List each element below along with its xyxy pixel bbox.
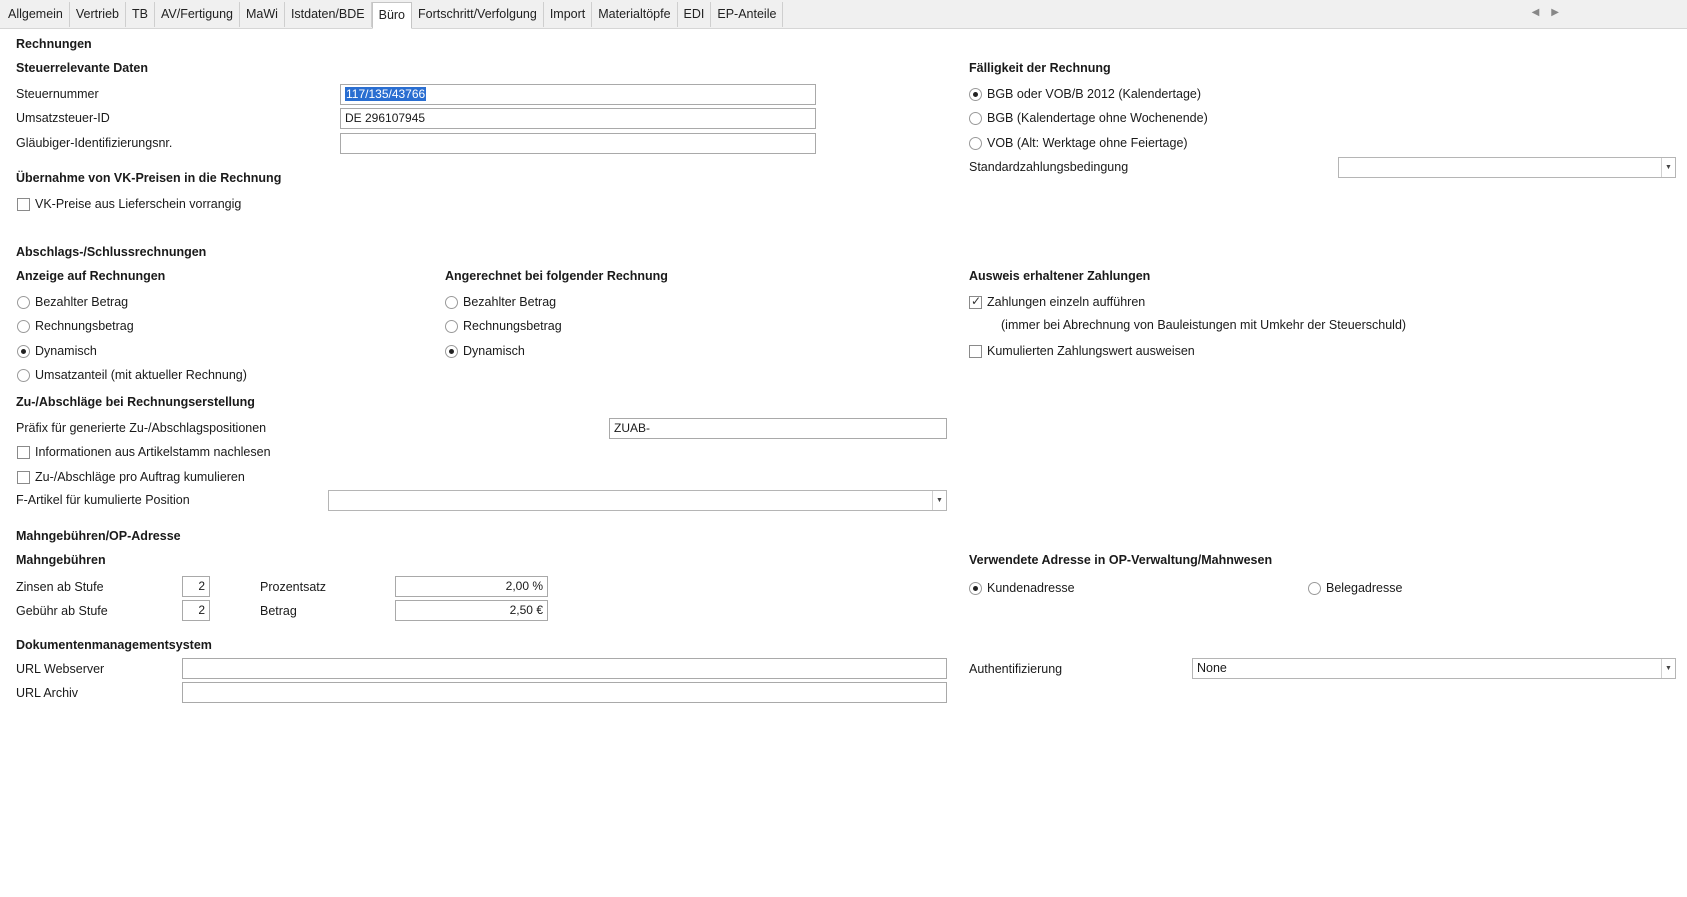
tab-ep-anteile[interactable]: EP-Anteile <box>711 2 783 27</box>
umsatzsteuer-id-input[interactable]: DE 296107945 <box>340 108 816 129</box>
steuernummer-input[interactable]: 117/135/43766 <box>340 84 816 105</box>
url-archiv-input[interactable] <box>182 682 947 703</box>
faelligkeit-radio-1[interactable] <box>969 112 982 125</box>
header-angerechnet: Angerechnet bei folgender Rechnung <box>445 269 668 283</box>
tab-bar <box>0 0 1687 29</box>
header-ausweis-zahlungen: Ausweis erhaltener Zahlungen <box>969 269 1151 283</box>
label-f-artikel: F-Artikel für kumulierte Position <box>16 493 190 507</box>
artikelstamm-checkbox[interactable] <box>17 446 30 459</box>
tab-scroll-right-icon[interactable]: ▶ <box>1551 7 1559 18</box>
tab-allgemein[interactable]: Allgemein <box>2 2 70 27</box>
tab-tb[interactable]: TB <box>126 2 155 27</box>
angerechnet-radio-1[interactable] <box>445 320 458 333</box>
tab-fortschritt[interactable]: Fortschritt/Verfolgung <box>412 2 544 27</box>
tab-istdaten-bde[interactable]: Istdaten/BDE <box>285 2 372 27</box>
authentifizierung-select[interactable] <box>1192 658 1676 679</box>
belegadresse-radio[interactable] <box>1308 582 1321 595</box>
tab-buero[interactable]: Büro <box>372 2 412 29</box>
label-faelligkeit-2: VOB (Alt: Werktage ohne Feiertage) <box>987 136 1188 150</box>
label-artikelstamm: Informationen aus Artikelstamm nachlesen <box>35 445 271 459</box>
label-url-webserver: URL Webserver <box>16 662 105 676</box>
tab-scroll-left-icon[interactable]: ◀ <box>1531 7 1540 18</box>
zinsen-ab-stufe-input[interactable]: 2 <box>182 576 210 597</box>
betrag-input[interactable]: 2,50 € <box>395 600 548 621</box>
header-zuabschlaege: Zu-/Abschläge bei Rechnungserstellung <box>16 395 255 409</box>
praefix-input[interactable]: ZUAB- <box>609 418 947 439</box>
label-zinsen-ab-stufe: Zinsen ab Stufe <box>16 580 104 594</box>
angerechnet-radio-0[interactable] <box>445 296 458 309</box>
chevron-down-icon[interactable]: ▼ <box>932 491 946 510</box>
label-anzeige-2: Dynamisch <box>35 344 97 358</box>
label-kundenadresse: Kundenadresse <box>987 581 1075 595</box>
label-zahlungen-einzeln: Zahlungen einzeln aufführen <box>987 295 1146 309</box>
header-dms: Dokumentenmanagementsystem <box>16 638 212 652</box>
label-faelligkeit-1: BGB (Kalendertage ohne Wochenende) <box>987 111 1208 125</box>
note-bauleistungen: (immer bei Abrechnung von Bauleistungen mit Umkehr der Steuerschuld) <box>1001 318 1407 332</box>
label-anzeige-1: Rechnungsbetrag <box>35 319 134 333</box>
tab-edi[interactable]: EDI <box>678 2 712 27</box>
header-uebernahme-vk-preise: Übernahme von VK-Preisen in die Rechnung <box>16 171 282 185</box>
kundenadresse-radio[interactable] <box>969 582 982 595</box>
faelligkeit-radio-0[interactable] <box>969 88 982 101</box>
label-glaeubiger-id: Gläubiger-Identifizierungsnr. <box>16 136 173 150</box>
header-faelligkeit: Fälligkeit der Rechnung <box>969 61 1111 75</box>
zahlungen-einzeln-checkbox[interactable] <box>969 296 982 309</box>
label-kumulierter-zahlungswert: Kumulierten Zahlungswert ausweisen <box>987 344 1195 358</box>
label-prozentsatz: Prozentsatz <box>260 580 327 594</box>
tab-av-fertigung[interactable]: AV/Fertigung <box>155 2 240 27</box>
label-authentifizierung: Authentifizierung <box>969 662 1063 676</box>
prozentsatz-input[interactable]: 2,00 % <box>395 576 548 597</box>
tab-mawi[interactable]: MaWi <box>240 2 285 27</box>
label-betrag: Betrag <box>260 604 297 618</box>
url-webserver-input[interactable] <box>182 658 947 679</box>
anzeige-radio-3[interactable] <box>17 369 30 382</box>
gebuehr-ab-stufe-input[interactable]: 2 <box>182 600 210 621</box>
tab-list <box>2 2 783 29</box>
label-angerechnet-1: Rechnungsbetrag <box>463 319 562 333</box>
standardzahlungsbedingung-select[interactable] <box>1338 157 1676 178</box>
header-anzeige-auf-rechnungen: Anzeige auf Rechnungen <box>16 269 166 283</box>
vk-preise-checkbox[interactable] <box>17 198 30 211</box>
label-praefix: Präfix für generierte Zu-/Abschlagspositionen <box>16 421 267 435</box>
glaeubiger-id-input[interactable] <box>340 133 816 154</box>
tab-vertrieb[interactable]: Vertrieb <box>70 2 126 27</box>
anzeige-radio-1[interactable] <box>17 320 30 333</box>
section-title-rechnungen: Rechnungen <box>16 37 92 51</box>
header-mahngebuehren: Mahngebühren <box>16 553 106 567</box>
label-umsatzsteuer-id: Umsatzsteuer-ID <box>16 111 110 125</box>
f-artikel-select[interactable] <box>328 490 947 511</box>
authentifizierung-value: None <box>1197 661 1227 675</box>
section-title-abschlag: Abschlags-/Schlussrechnungen <box>16 245 207 259</box>
label-vk-preise: VK-Preise aus Lieferschein vorrangig <box>35 197 242 211</box>
tab-import[interactable]: Import <box>544 2 592 27</box>
label-angerechnet-0: Bezahlter Betrag <box>463 295 557 309</box>
label-anzeige-0: Bezahlter Betrag <box>35 295 129 309</box>
angerechnet-radio-2[interactable] <box>445 345 458 358</box>
label-kumulieren: Zu-/Abschläge pro Auftrag kumulieren <box>35 470 245 484</box>
anzeige-radio-2[interactable] <box>17 345 30 358</box>
tab-materialtoepfe[interactable]: Materialtöpfe <box>592 2 677 27</box>
label-belegadresse: Belegadresse <box>1326 581 1403 595</box>
label-url-archiv: URL Archiv <box>16 686 79 700</box>
chevron-down-icon[interactable]: ▼ <box>1661 158 1675 177</box>
label-faelligkeit-0: BGB oder VOB/B 2012 (Kalendertage) <box>987 87 1202 101</box>
label-angerechnet-2: Dynamisch <box>463 344 525 358</box>
header-verwendete-adresse: Verwendete Adresse in OP-Verwaltung/Mahnwesen <box>969 553 1273 567</box>
chevron-down-icon[interactable]: ▼ <box>1661 659 1675 678</box>
header-steuerrelevante-daten: Steuerrelevante Daten <box>16 61 149 75</box>
label-gebuehr-ab-stufe: Gebühr ab Stufe <box>16 604 108 618</box>
kumulieren-checkbox[interactable] <box>17 471 30 484</box>
anzeige-radio-0[interactable] <box>17 296 30 309</box>
section-title-mahn: Mahngebühren/OP-Adresse <box>16 529 181 543</box>
faelligkeit-radio-2[interactable] <box>969 137 982 150</box>
label-anzeige-3: Umsatzanteil (mit aktueller Rechnung) <box>35 368 247 382</box>
label-steuernummer: Steuernummer <box>16 87 99 101</box>
kumulierter-zahlungswert-checkbox[interactable] <box>969 345 982 358</box>
label-standardzahlungsbedingung: Standardzahlungsbedingung <box>969 160 1129 174</box>
